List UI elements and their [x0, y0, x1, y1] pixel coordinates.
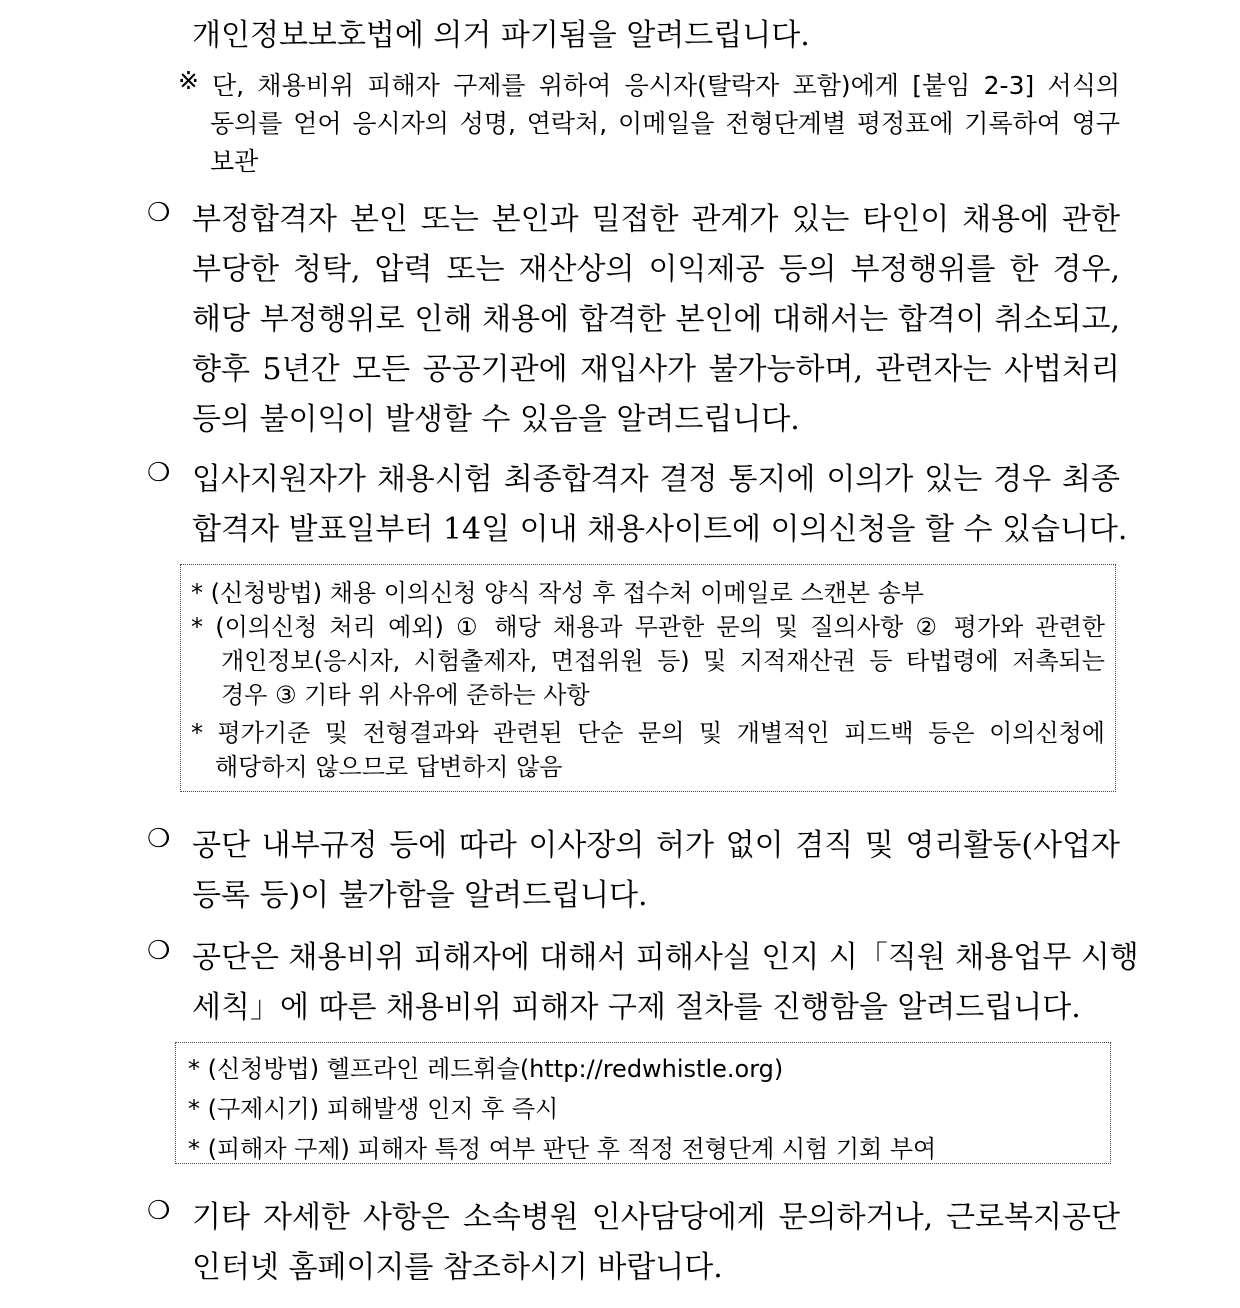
- victim-line-1: 공단은 채용비위 피해자에 대해서 피해사실 인지 시「직원 채용업무 시행: [192, 940, 1139, 975]
- note-mark: ※: [178, 66, 199, 95]
- victim-note-2: * (구제시기) 피해발생 인지 후 즉시: [188, 1095, 559, 1123]
- side-job-line-2: 등록 등)이 불가함을 알려드립니다.: [192, 878, 648, 913]
- contact-line-2: 인터넷 홈페이지를 참조하시기 바랍니다.: [192, 1250, 723, 1285]
- fraud-line-2: 부당한 청탁, 압력 또는 재산상의 이익제공 등의 부정행위를 한 경우,: [192, 252, 1120, 287]
- bullet-icon: ❍: [147, 198, 171, 228]
- side-job-line-1: 공단 내부규정 등에 따라 이사장의 허가 없이 겸직 및 영리활동(사업자: [192, 828, 1120, 863]
- victim-note-3: * (피해자 구제) 피해자 특정 여부 판단 후 적정 전형단계 시험 기회 부여: [188, 1135, 937, 1163]
- fraud-line-4: 향후 5년간 모든 공공기관에 재입사가 불가능하며, 관련자는 사법처리: [192, 352, 1120, 387]
- victim-notes-box: [175, 1042, 1111, 1164]
- bullet-icon: ❍: [147, 936, 171, 966]
- fraud-line-3: 해당 부정행위로 인해 채용에 합격한 본인에 대해서는 합격이 취소되고,: [192, 302, 1120, 337]
- objection-notes-box: [180, 564, 1116, 792]
- objection-note-3: 개인정보(응시자, 시험출제자, 면접위원 등) 및 지적재산권 등 타법령에 저촉되는: [221, 647, 1105, 675]
- note-line-3: 보관: [210, 147, 259, 176]
- fraud-line-5: 등의 불이익이 발생할 수 있음을 알려드립니다.: [192, 402, 800, 437]
- objection-note-1: * (신청방법) 채용 이의신청 양식 작성 후 접수처 이메일로 스캔본 송부: [191, 579, 924, 607]
- victim-line-2: 세칙」에 따른 채용비위 피해자 구제 절차를 진행함을 알려드립니다.: [192, 990, 1081, 1025]
- intro-text: 개인정보보호법에 의거 파기됨을 알려드립니다.: [192, 18, 810, 53]
- objection-note-5: * 평가기준 및 전형결과와 관련된 단순 문의 및 개별적인 피드백 등은 이의신청에: [191, 719, 1105, 747]
- contact-line-1: 기타 자세한 사항은 소속병원 인사담당에게 문의하거나, 근로복지공단: [192, 1200, 1120, 1235]
- bullet-icon: ❍: [147, 458, 171, 488]
- bullet-icon: ❍: [147, 824, 171, 854]
- objection-note-4: 경우 ③ 기타 위 사유에 준하는 사항: [221, 681, 590, 709]
- note-line-1: 단, 채용비위 피해자 구제를 위하여 응시자(탈락자 포함)에게 [붙임 2-3] 서식의: [212, 71, 1120, 100]
- objection-line-1: 입사지원자가 채용시험 최종합격자 결정 통지에 이의가 있는 경우 최종: [192, 462, 1120, 497]
- victim-note-1: * (신청방법) 헬프라인 레드휘슬(http://redwhistle.org): [188, 1055, 784, 1083]
- note-line-2: 동의를 얻어 응시자의 성명, 연락처, 이메일을 전형단계별 평정표에 기록하여 영구: [210, 109, 1120, 138]
- fraud-line-1: 부정합격자 본인 또는 본인과 밀접한 관계가 있는 타인이 채용에 관한: [192, 202, 1120, 237]
- objection-note-6: 해당하지 않으므로 답변하지 않음: [215, 753, 563, 781]
- bullet-icon: ❍: [147, 1196, 171, 1226]
- objection-note-2: * (이의신청 처리 예외) ① 해당 채용과 무관한 문의 및 질의사항 ② 평가와 관련한: [191, 613, 1105, 641]
- objection-line-2: 합격자 발표일부터 14일 이내 채용사이트에 이의신청을 할 수 있습니다.: [192, 512, 1128, 547]
